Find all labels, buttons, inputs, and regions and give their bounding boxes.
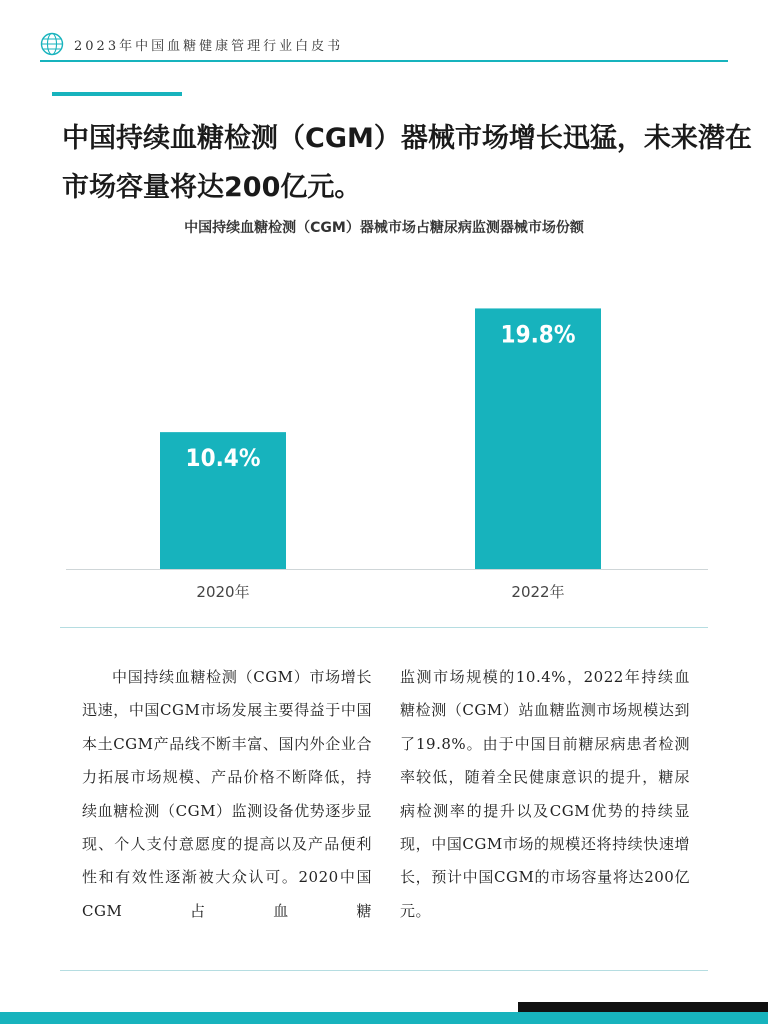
section-divider-bottom — [60, 970, 708, 971]
data-label: 19.8% — [500, 320, 576, 349]
title-accent-bar — [52, 92, 182, 96]
bar-chart — [0, 240, 768, 610]
data-label: 10.4% — [185, 444, 261, 473]
page-header — [40, 28, 343, 60]
x-tick-label: 2022年 — [511, 583, 565, 601]
report-title: 2023年中国血糖健康管理行业白皮书 — [74, 38, 344, 54]
body-text-left: 中国持续血糖检测（CGM）市场增长迅速，中国CGM市场发展主要得益于中国本土CGM产品线不断丰富、国内外企业合力拓展市场规模、产品价格不断降低，持续血糖检测（CGM）监测设备优势逐步显现、个人支付意愿度的提高以及产品便利性和有效性逐渐被大众认可。2020中国CGM占血糖 — [82, 668, 372, 920]
footer-accent-bar — [0, 1012, 768, 1024]
footer-dark-bar — [518, 1002, 768, 1012]
x-tick-label: 2020年 — [196, 583, 250, 601]
body-text-right: 监测市场规模的10.4%，2022年持续血糖检测（CGM）站血糖监测市场规模达到了19.8%。由于中国目前糖尿病患者检测率较低，随着全民健康意识的提升，糖尿病检测率的提升以及CGM优势的持续显现，中国CGM市场的规模还将持续快速增长，预计中国CGM的市场容量将达200亿元。 — [400, 668, 690, 920]
section-divider-top — [60, 627, 708, 628]
page-title: 中国持续血糖检测（CGM）器械市场增长迅猛，未来潜在市场容量将达200亿元。 — [62, 123, 752, 203]
chart-title: 中国持续血糖检测（CGM）器械市场占糖尿病监测器械市场份额 — [184, 220, 584, 236]
header-divider — [40, 60, 728, 62]
globe-icon — [40, 32, 64, 56]
